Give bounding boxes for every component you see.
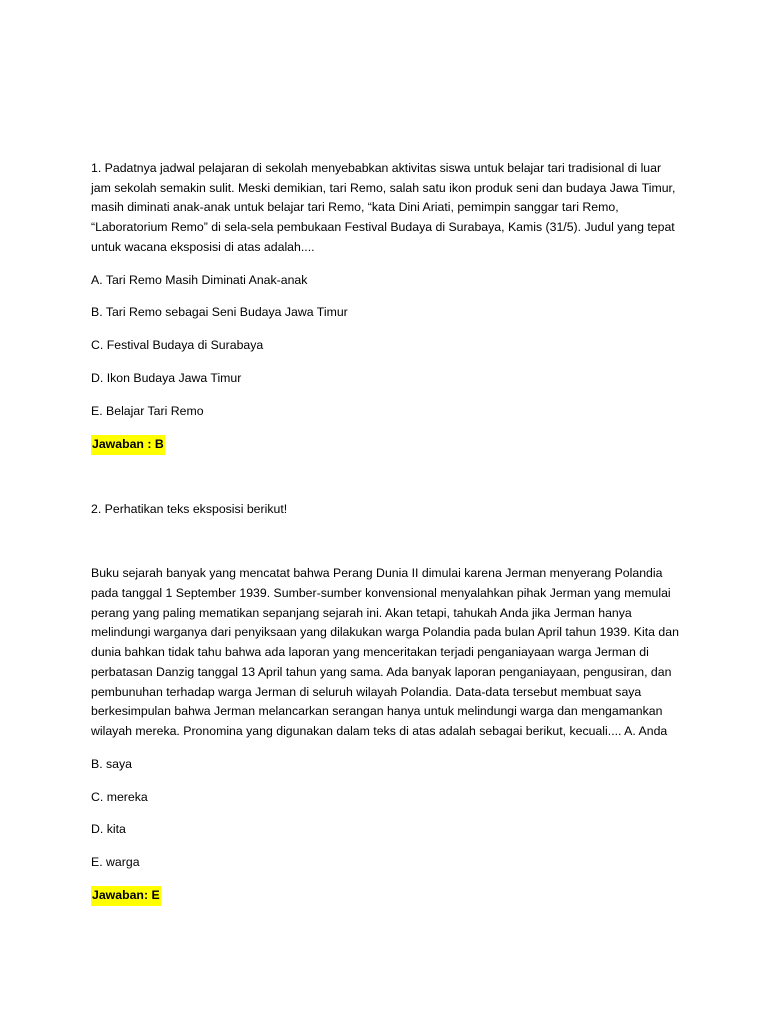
question-1-answer: Jawaban : B [91, 435, 165, 455]
question-1-option-b: B. Tari Remo sebagai Seni Budaya Jawa Timur [91, 305, 348, 320]
document-content [91, 159, 681, 906]
question-2-option-b: B. saya [91, 756, 133, 771]
question-2-answer: Jawaban: E [91, 886, 161, 906]
question-1-option-e: E. Belajar Tari Remo [91, 404, 204, 419]
question-1-answer-line [91, 435, 681, 455]
question-2-title: 2. Perhatikan teks eksposisi berikut! [91, 501, 288, 516]
question-1-option-c: C. Festival Budaya di Surabaya [91, 338, 264, 353]
question-2-option-d: D. kita [91, 822, 126, 837]
question-2-answer-line [91, 886, 681, 906]
question-1-option-a: A. Tari Remo Masih Diminati Anak-anak [91, 272, 308, 287]
question-2-passage: Buku sejarah banyak yang mencatat bahwa Perang Dunia II dimulai karena Jerman menyerang Polandia pada tanggal 1 September 1939. Sumber-sumber konvensional menyalahkan pihak Jerman yang memulai perang yang paling mematikan sepanjang sejarah ini. Akan tetapi, tahukah Anda jika Jerman hanya melindungi warganya dari penyiksaan yang dilakukan warga Polandia pada bulan April tahun 1939. Kita dan dunia bahkan tidak tahu bahwa ada laporan yang menceritakan terjadi penganiayaan warga Jerman di perbatasan Danzig tanggal 13 April tahun yang sama. Ada banyak laporan penganiayaan, pengusiran, dan pembunuhan terhadap warga Jerman di seluruh wilayah Polandia. Data-data tersebut membuat saya berkesimpulan bahwa Jerman melancarkan serangan hanya untuk melindungi warga dan mengamankan wilayah mereka. Pronomina yang digunakan dalam teks di atas adalah sebagai berikut, kecuali.... A. Anda [91, 566, 679, 738]
question-1-option-d: D. Ikon Budaya Jawa Timur [91, 371, 242, 386]
question-2-option-e: E. warga [91, 855, 140, 870]
question-2-option-c: C. mereka [91, 789, 148, 804]
question-1-text: 1. Padatnya jadwal pelajaran di sekolah menyebabkan aktivitas siswa untuk belajar tari tradisional di luar jam sekolah semakin sulit. Meski demikian, tari Remo, salah satu ikon produk seni dan budaya Jawa Timur, masih diminati anak-anak untuk belajar tari Remo, “kata Dini Ariati, pemimpin sanggar tari Remo, “Laboratorium Remo” di sela-sela pembukaan Festival Budaya di Surabaya, Kamis (31/5). Judul yang tepat untuk wacana eksposisi di atas adalah.... [91, 161, 676, 254]
